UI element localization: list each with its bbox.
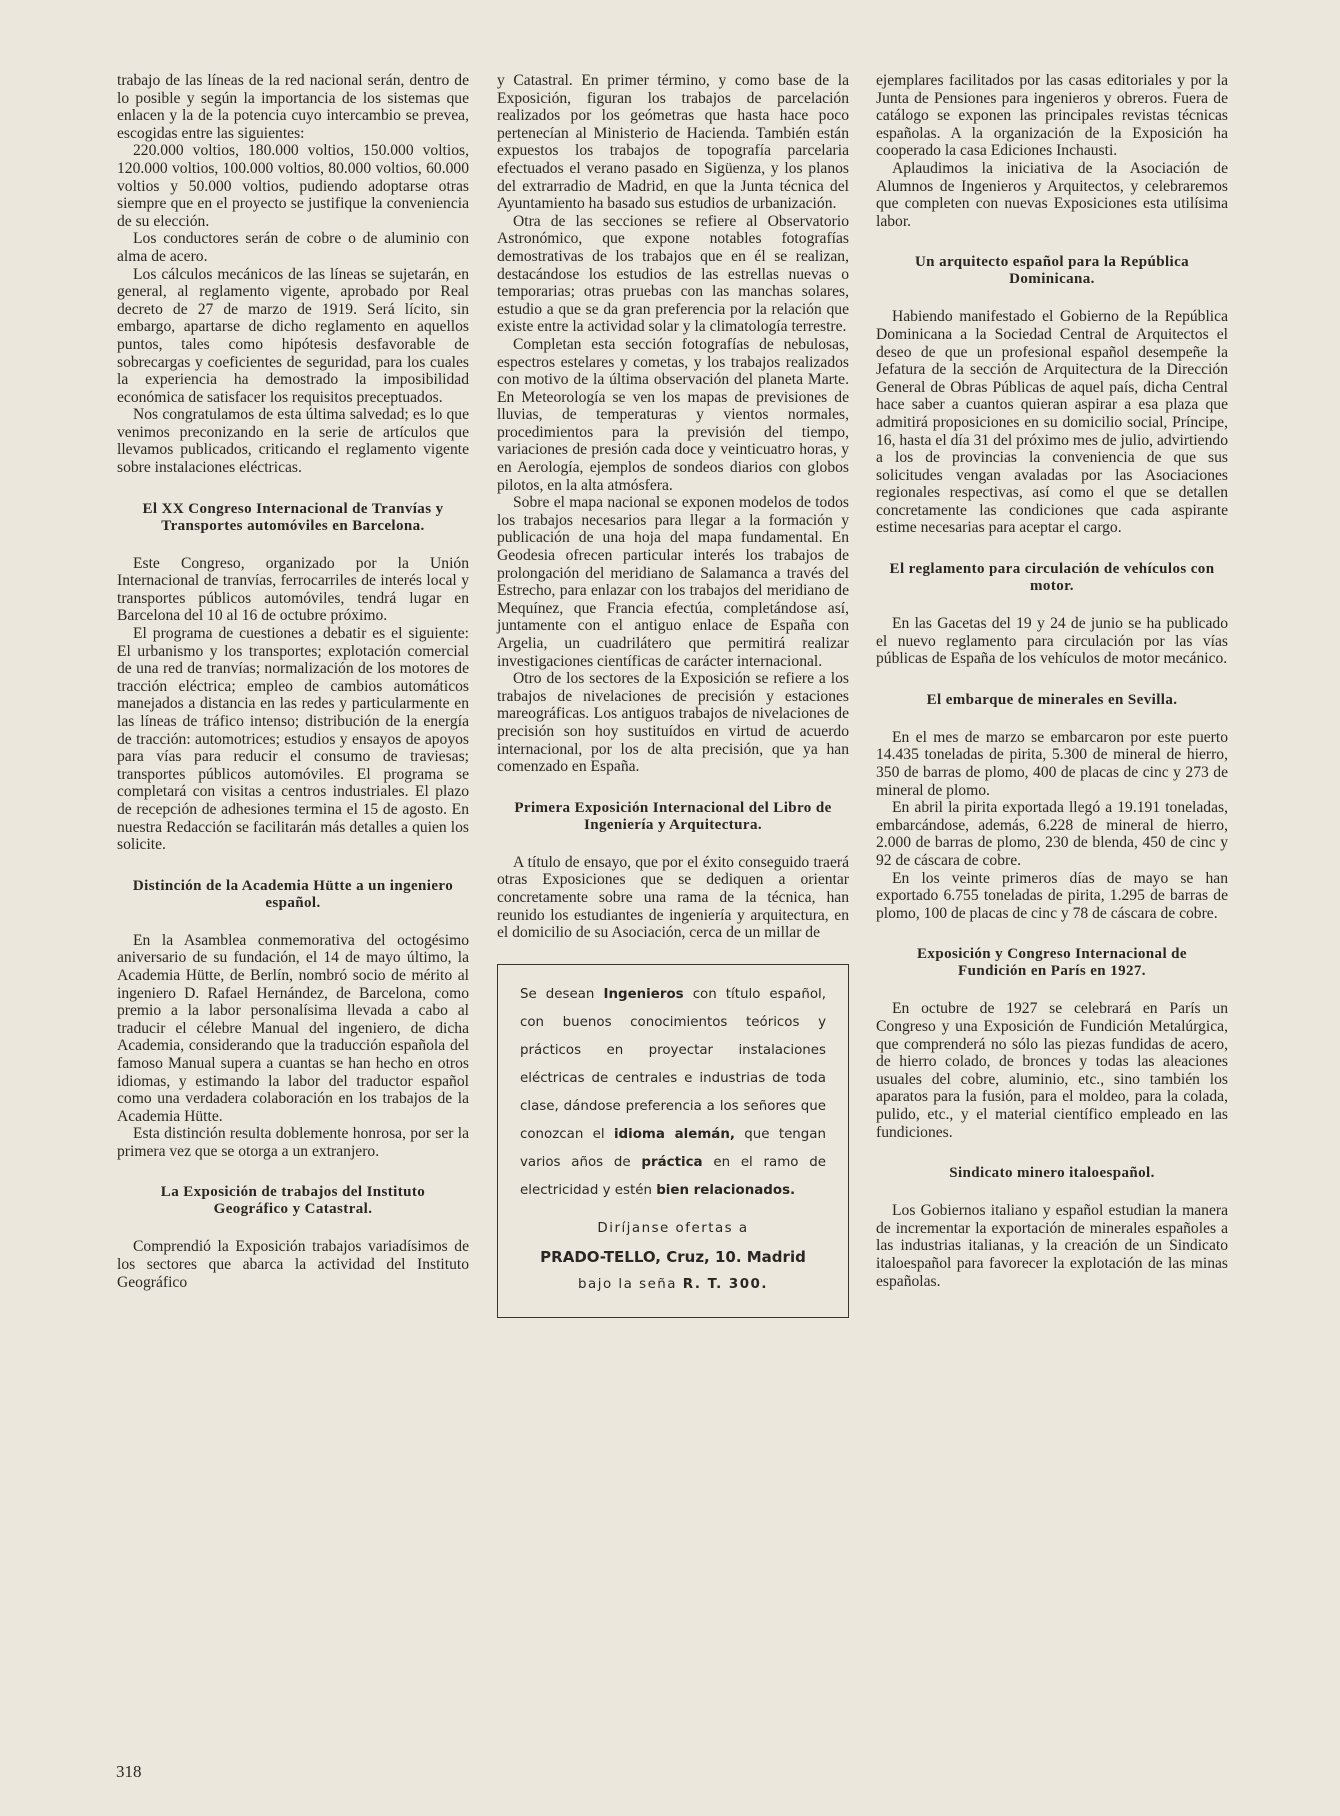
section-heading-hutte-academy: Distinción de la Academia Hütte a un ingeniero español. [132, 877, 454, 911]
paragraph: El programa de cuestiones a debatir es el siguiente: El urbanismo y los transportes; explotación comercial de una red de tranvías; normalización de los motores de tracción eléctrica; empleo de cambios automáticos manejados a distancia en las redes y particularmente en las líneas de tráfico intenso; distribución de la energía de tracción: automotrices; estudios y ensayos de apoyos para vías para reducir el consumo de traviesas; transportes públicos automóviles. El programa se completará con visitas a centros industriales. El plazo de recepción de adhesiones termina el 15 de agosto. En nuestra Redacción se facilitarán más detalles a quien los solicite. [117, 625, 469, 854]
paragraph: En la Asamblea conmemorativa del octogésimo aniversario de su fundación, el 14 de mayo último, la Academia Hütte, de Berlín, nombró socio de mérito al ingeniero D. Rafael Hernández, de Barcelona, como premio a la labor personalísima llevada a cabo al traducir el célebre Manual del ingeniero, de dicha Academia, considerando que la traducción española del famoso Manual supera a cuantas se han hecho en otros idiomas, y estimando la labor del traductor español como una verdadera colaboración en los trabajos de la Academia Hütte. [117, 931, 469, 1125]
section-heading-foundry-congress: Exposición y Congreso Internacional de Fundición en París en 1927. [917, 946, 1187, 980]
ad-text: Se desean [520, 986, 595, 1002]
paragraph: trabajo de las líneas de la red nacional serán, dentro de lo posible y según la importancia de los sistemas que enlacen y la de la potencia cuyo intercambio se prevea, escogidas entre las siguientes: [117, 72, 469, 142]
ad-instruction: Diríjanse ofertas a [597, 1220, 749, 1236]
section-heading-dominican-architect: Un arquitecto español para la República Dominicana. [914, 254, 1190, 288]
paragraph: Sobre el mapa nacional se exponen modelos de todos los trabajos necesarios para llegar a la formación y publicación de una hoja del mapa fundamental. En Geodesia ofrecen particular interés los trabajos de prolongación del meridiano de Salamanca a través del Estrecho, para enlazar con los trabajos del meridiano de Mequínez, que Francia efectúa, completándose así, juntamente con el antiguo enlace de España con Argelia, un cuadrilátero que permitirá realizar investigaciones científicas de carácter internacional. [497, 494, 849, 670]
page-number: 318 [116, 1762, 142, 1781]
ad-reference-code: R. T. 300. [682, 1276, 768, 1292]
paragraph: En los veinte primeros días de mayo se han exportado 6.755 toneladas de pirita, 1.295 de barras de plomo, 100 de placas de cinc y 78 de cáscara de cobre. [876, 869, 1228, 922]
paragraph: Comprendió la Exposición trabajos variadísimos de los sectores que abarca la actividad del Instituto Geográfico [117, 1238, 469, 1291]
paragraph: Este Congreso, organizado por la Unión Internacional de tranvías, ferrocarriles de interés local y transportes públicos automóviles, tendrá lugar en Barcelona del 10 al 16 de octubre próximo. [117, 554, 469, 625]
ad-body [520, 981, 826, 1205]
paragraph: Nos congratulamos de esta última salvedad; es lo que venimos preconizando en la serie de artículos que llevamos publicados, criticando el reglamento vigente sobre instalaciones eléctricas. [117, 406, 469, 477]
paragraph: Otra de las secciones se refiere al Observatorio Astronómico, que expone notables fotografías demostrativas de los trabajos que en él se realizan, destacándose los estudios de las estrellas nuevas o temporarias; otras pruebas con las manchas solares, estudio a que se da gran preferencia por la relación que existe entre la actividad solar y la climatología terrestre. [497, 212, 849, 336]
paragraph: Completan esta sección fotografías de nebulosas, espectros estelares y cometas, y los trabajos realizados con motivo de la última observación del planeta Marte. En Meteorología se ven los mapas de previsiones de lluvias, de temperaturas y vientos normales, procedimientos para la previsión del tiempo, variaciones de presión cada doce y veinticuatro horas, y en Aerología, ejemplos de sondeos diarios con globos pilotos, en la alta atmósfera. [497, 335, 849, 494]
paragraph: En abril la pirita exportada llegó a 19.191 toneladas, embarcándose, además, 6.228 de mineral de hierro, 2.000 de barras de plomo, 230 de blenda, 450 de cinc y 92 de cáscara de cobre. [876, 799, 1228, 869]
paragraph: A título de ensayo, que por el éxito conseguido traerá otras Exposiciones que se dediquen a orientar concretamente sobre una rama de la técnica, han reunido los estudiantes de ingeniería y arquitectura, en el domicilio de su Asociación, cerca de un millar de [497, 853, 849, 942]
paragraph: Los Gobiernos italiano y español estudian la manera de incrementar la exportación de minerales españoles a las industrias italianas, y la creación de un Sindicato italoespañol para favorecer la explotación de las minas españolas. [876, 1202, 1228, 1290]
ad-reference [520, 1271, 826, 1299]
job-advertisement-box [497, 964, 849, 1318]
column-middle [497, 72, 849, 1318]
paragraph: Habiendo manifestado el Gobierno de la República Dominicana a la Sociedad Central de Arquitectos el deseo de que un profesional español desempeñe la Jefatura de la sección de Arquitectura de la Dirección General de Obras Públicas de aquel país, dicha Central hace saber a cuantos quieran aspirar a esa plaza que admitirá proposiciones en su domicilio social, Príncipe, 16, hasta el día 31 del próximo mes de julio, advirtiendo a los de provincias la conveniencia de que sus solicitudes vengan avaladas por las Asociaciones regionales respectivas, así como el que se detallen concretamente las condiciones que cada aspirante estime necesarias para aceptar el cargo. [876, 308, 1228, 537]
paragraph: y Catastral. En primer término, y como base de la Exposición, figuran los trabajos de parcelación realizados por los geómetras que hasta hace poco pertenecían al Ministerio de Hacienda. También están expuestos los trabajos de topografía parcelaria efectuados el verano pasado en Sigüenza, y los planos del extrarradio de Madrid, en que la Junta técnica del Ayuntamiento ha basado sus estudios de urbanización. [497, 72, 849, 213]
paragraph: Otro de los sectores de la Exposición se refiere a los trabajos de nivelaciones de precisión y estaciones mareográficas. Los antiguos trabajos de nivelaciones de precisión son hoy sustituídos en virtud de acuerdo internacional, por los de alta precisión, que ya han comenzado en España. [497, 670, 849, 776]
ad-text-bold: idioma alemán, [613, 1126, 735, 1142]
ad-text: con título español, con buenos conocimientos teóricos y prácticos en proyectar instalaciones eléctricas de centrales e industrias de toda clase, dándose preferencia a los señores que conozcan el [520, 986, 826, 1142]
paragraph: En octubre de 1927 se celebrará en París un Congreso y una Exposición de Fundición Metalúrgica, que comprenderá no sólo las piezas fundidas de acero, de hierro colado, de bronces y todas las aleaciones usuales del cobre, aluminio, etc., sino también los aparatos para la fusión, para el moldeo, para la colada, pulido, etc., y el material científico empleado en las fundiciones. [876, 1000, 1228, 1141]
ad-contact-address: PRADO-TELLO, Cruz, 10. Madrid [540, 1247, 806, 1266]
paragraph: Los conductores serán de cobre o de aluminio con alma de acero. [117, 230, 469, 265]
paragraph: En el mes de marzo se embarcaron por este puerto 14.435 toneladas de pirita, 5.300 de mineral de hierro, 350 de barras de plomo, 400 de placas de cinc y 273 de mineral de plomo. [876, 728, 1228, 799]
section-heading-mining-syndicate: Sindicato minero italoespañol. [949, 1165, 1155, 1182]
paragraph: Esta distinción resulta doblemente honrosa, por ser la primera vez que se otorga a un extranjero. [117, 1125, 469, 1160]
ad-text: que tengan varios años de [520, 1126, 826, 1170]
ad-text: en el ramo de electricidad y estén [520, 1154, 826, 1198]
paragraph: ejemplares facilitados por las casas editoriales y por la Junta de Pensiones para ingenieros y obreros. Fuera de catálogo se exponen las principales revistas técnicas españolas. A la organización de la Exposición ha cooperado la casa Ediciones Inchausti. [876, 72, 1228, 160]
paragraph: En las Gacetas del 19 y 24 de junio se ha publicado el nuevo reglamento para circulación por las vías públicas de España de los vehículos de motor mecánico. [876, 615, 1228, 668]
ad-text-bold: Ingenieros [603, 986, 684, 1002]
section-heading-geographic-institute: La Exposición de trabajos del Instituto Geográfico y Catastral. [160, 1184, 426, 1218]
section-heading-seville-minerals: El embarque de minerales en Sevilla. [926, 691, 1178, 708]
ad-text-bold: práctica [641, 1154, 703, 1170]
ad-text-bold: bien relacionados. [656, 1182, 796, 1198]
column-right [876, 72, 1228, 1290]
paragraph: 220.000 voltios, 180.000 voltios, 150.000 voltios, 120.000 voltios, 100.000 voltios, 80.000 voltios, 60.000 voltios y 50.000 voltios, pudiendo adoptarse otras siempre que en el proyecto se justifique la conveniencia de su elección. [117, 142, 469, 230]
section-heading-vehicle-regulation: El reglamento para circulación de vehículos con motor. [889, 561, 1215, 595]
column-left [117, 72, 469, 1291]
ad-text: bajo la seña [578, 1276, 677, 1292]
paragraph: Los cálculos mecánicos de las líneas se sujetarán, en general, al reglamento vigente, aprobado por Real decreto de 27 de marzo de 1919. Será lícito, sin embargo, apartarse de dicho reglamento en aquellos puntos, tales como hipótesis desfavorable de sobrecargas y coeficientes de seguridad, para los cuales la experiencia ha demostrado la imposibilidad económica de satisfacer los requisitos preceptuados. [117, 265, 469, 406]
section-heading-book-exhibition: Primera Exposición Internacional del Libro de Ingeniería y Arquitectura. [514, 799, 832, 833]
paragraph: Aplaudimos la iniciativa de la Asociación de Alumnos de Ingenieros y Arquitectos, y celebraremos que completen con nuevas Exposiciones esta utilísima labor. [876, 159, 1228, 230]
section-heading-tram-congress: El XX Congreso Internacional de Tranvías y Transportes automóviles en Barcelona. [142, 500, 444, 534]
